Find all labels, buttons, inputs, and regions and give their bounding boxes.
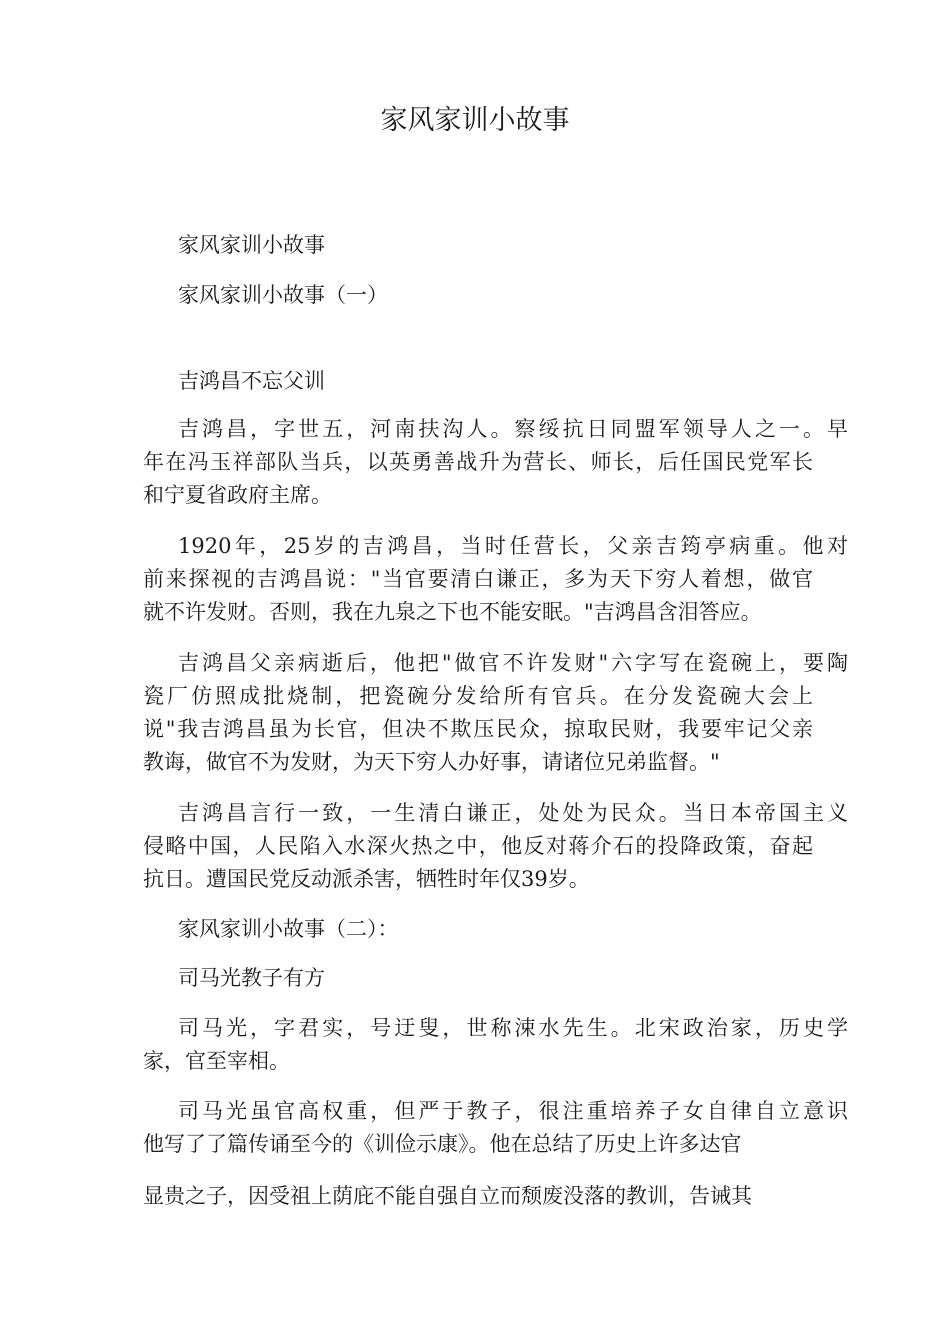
paragraph-line: 教诲，做官不为发财，为天下穷人办好事，请诸位兄弟监督。": [143, 750, 720, 774]
paragraph-line: 显贵之子，因受祖上荫庇不能自强自立而颓废没落的教训，告诫其: [143, 1184, 752, 1208]
paragraph-line: 吉鸿昌，字世五，河南扶沟人。察绥抗日同盟军领导人之一。早: [178, 417, 848, 441]
document-title: 家风家训小故事: [380, 105, 570, 136]
paragraph-line: 瓷厂仿照成批烧制，把瓷碗分发给所有官兵。在分发瓷碗大会上: [143, 684, 813, 708]
paragraph-line: 说"我吉鸿昌虽为长官，但决不欺压民众，掠取民财，我要牢记父亲: [143, 717, 813, 741]
paragraph-line: 和宁夏省政府主席。: [143, 483, 332, 507]
heading-line: 家风家训小故事: [178, 233, 325, 257]
paragraph-line: 吉鸿昌父亲病逝后，他把"做官不许发财"六字写在瓷碗上，要陶: [178, 651, 848, 675]
story-title: 吉鸿昌不忘父训: [178, 369, 325, 393]
paragraph-line: 司马光，字君实，号迂叟，世称涑水先生。北宋政治家，历史学: [178, 1016, 848, 1040]
paragraph-line: 吉鸿昌言行一致，一生清白谦正，处处为民众。当日本帝国主义: [178, 801, 848, 825]
story-title: 司马光教子有方: [178, 966, 325, 990]
paragraph-line: 前来探视的吉鸿昌说："当官要清白谦正，多为天下穷人着想，做官: [143, 567, 813, 591]
section-heading: 家风家训小故事（一）: [178, 283, 388, 307]
section-heading: 家风家训小故事（二）：: [178, 917, 399, 941]
paragraph-line: 他写了了篇传诵至今的《训俭示康》。他在总结了历史上许多达官: [143, 1132, 742, 1156]
paragraph-line: 就不许发财。否则，我在九泉之下也不能安眠。"吉鸿昌含泪答应。: [143, 600, 762, 624]
paragraph-line: 侵略中国，人民陷入水深火热之中，他反对蒋介石的投降政策，奋起: [143, 834, 813, 858]
paragraph-line: 年在冯玉祥部队当兵，以英勇善战升为营长、师长，后任国民党军长: [143, 450, 813, 474]
paragraph-line: 司马光虽官高权重，但严于教子，很注重培养子女自律自立意识: [178, 1099, 848, 1123]
paragraph-line: 1920年，25岁的吉鸿昌，当时任营长，父亲吉筠亭病重。他对: [178, 534, 848, 558]
paragraph-line: 家，官至宰相。: [143, 1049, 290, 1073]
paragraph-line: 抗日。遭国民党反动派杀害，牺牲时年仅39岁。: [143, 867, 590, 891]
